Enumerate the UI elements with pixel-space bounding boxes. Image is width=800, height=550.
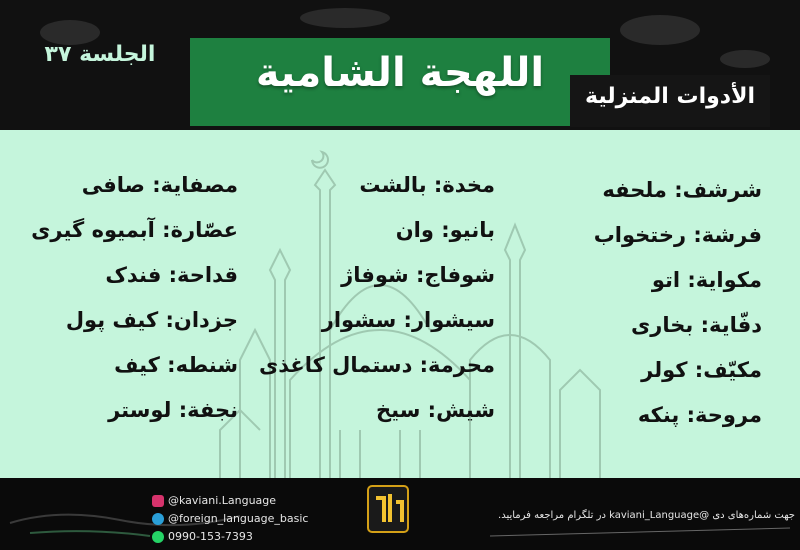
vocab-item: دفّاية: بخاری [631, 313, 762, 337]
vocab-item: محرمة: دستمال کاغذی [259, 353, 495, 377]
vocab-item: مخدة: بالشت [359, 173, 495, 197]
instagram-handle[interactable] [152, 494, 276, 507]
vocab-item: مصفاية: صافی [81, 173, 238, 197]
subtitle-banner [570, 75, 770, 127]
footer-note: جهت شماره‌های دی @kaviani_Language در تلگرام مراجعه فرمایید. [498, 510, 795, 521]
vocab-item: بانيو: وان [395, 218, 495, 242]
phone-text: 0990-153-7393 [168, 530, 253, 543]
session-number: الجلسة ٣٧ [44, 42, 156, 67]
vocab-item: قداحة: فندک [105, 263, 238, 287]
vocab-item: مكيّف: کولر [641, 358, 762, 382]
vocab-item: مروحة: پنکه [637, 403, 762, 427]
vocab-item: شوفاج: شوفاژ [341, 263, 495, 287]
vocab-item: عصّارة: آبمیوه گیری [31, 218, 238, 242]
vocab-column-right [532, 178, 762, 448]
page-subtitle: الأدوات المنزلية [585, 84, 755, 109]
telegram-handle[interactable] [152, 512, 308, 525]
instagram-text: @kaviani.Language [168, 494, 277, 507]
vocab-column-middle [245, 173, 495, 443]
title-banner [190, 38, 610, 126]
vocab-column-left [8, 173, 238, 443]
whatsapp-icon [152, 531, 164, 543]
phone-number[interactable] [152, 530, 253, 543]
vocab-item: شيش: سیخ [376, 398, 495, 422]
telegram-text: @foreign_language_basic [168, 512, 309, 525]
vocab-item: جزدان: کیف پول [65, 308, 238, 332]
page-title: اللهجة الشامية [255, 50, 545, 96]
vocab-item: سيشوار: سشوار [321, 308, 495, 332]
vocab-item: نجفة: لوستر [108, 398, 238, 422]
vocab-item: شنطه: کیف [114, 353, 238, 377]
content-panel [0, 130, 800, 478]
vocab-item: فرشة: رختخواب [593, 223, 762, 247]
instagram-icon [152, 495, 164, 507]
telegram-icon [152, 513, 164, 525]
vocab-item: مكواية: اتو [651, 268, 762, 292]
brand-logo [362, 478, 414, 538]
vocab-item: شرشف: ملحفه [602, 178, 762, 202]
